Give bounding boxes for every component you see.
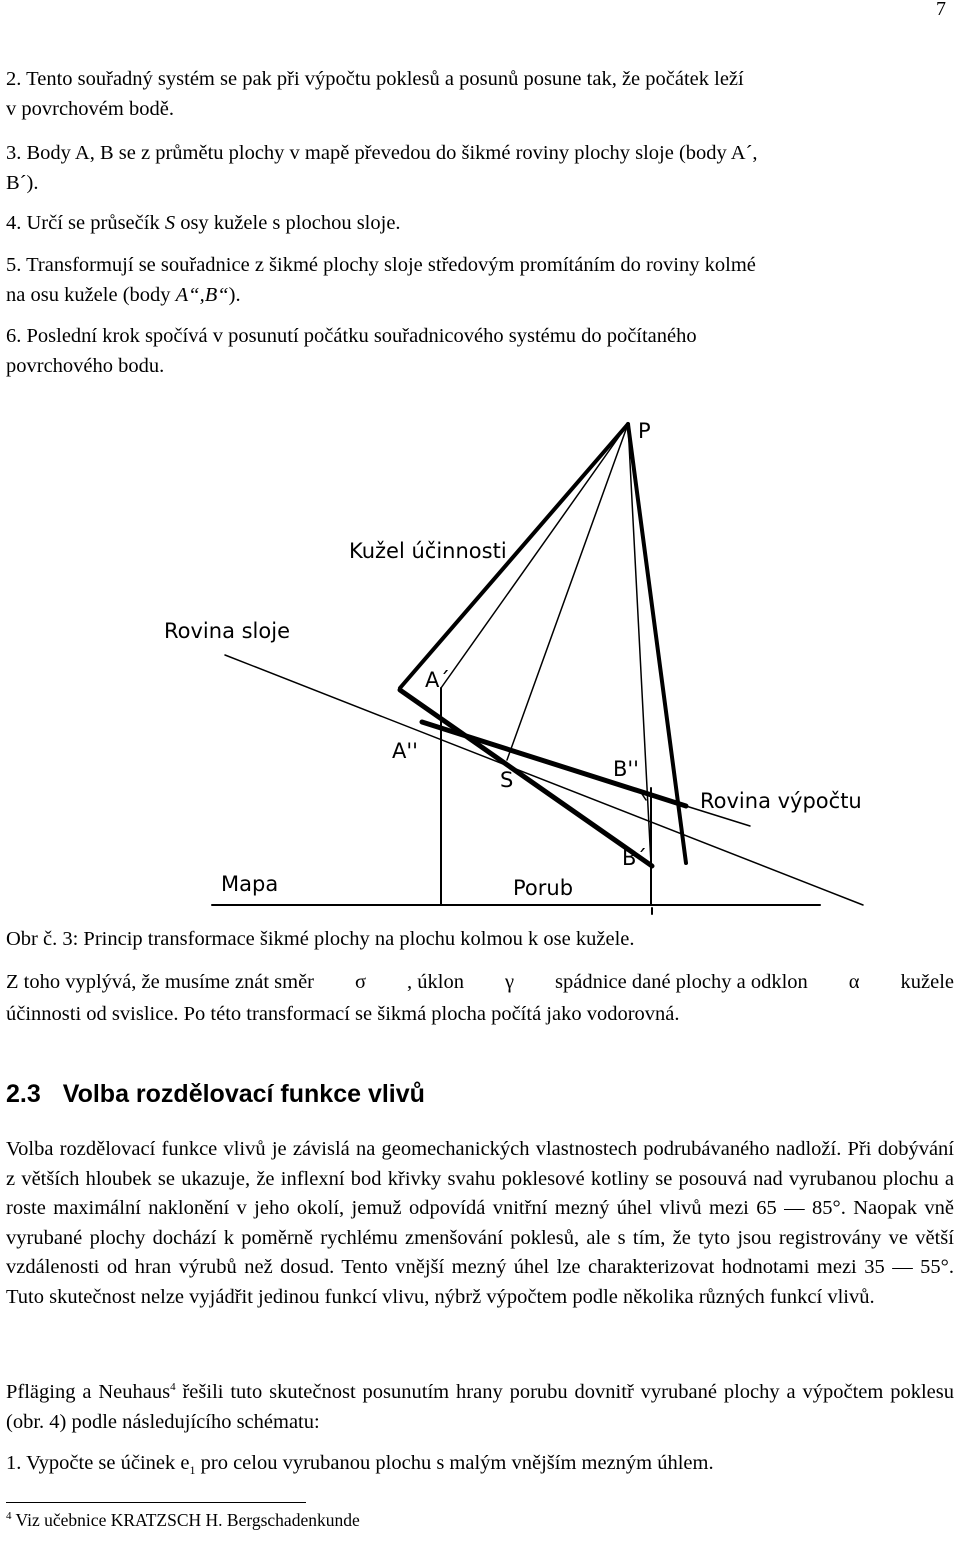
step-5-line-2	[6, 284, 954, 307]
label-S: S	[500, 768, 514, 792]
label-A2: A''	[392, 739, 418, 763]
step-5-line-1: 5. Transformují se souřadnice z šikmé plochy sloje středovým promítáním do roviny kolmé	[6, 254, 756, 276]
alpha-symbol: α	[848, 971, 860, 993]
para3-post: řešili tuto skutečnost posunutím hrany porubu dovnitř vyrubané plochy a výpočtem poklesu (obr. 4) podle následujícího schématu:	[6, 1381, 954, 1433]
page-number: 7	[936, 0, 946, 20]
para3-pre: Pfläging a Neuhaus	[6, 1381, 171, 1403]
step-4	[6, 212, 954, 235]
step-6-line-1: 6. Poslední krok spočívá v posunutí počátku souřadnicového systému do počítaného	[6, 325, 697, 347]
step-3-line-1: 3. Body A, B se z průmětu plochy v mapě převedou do šikmé roviny plochy sloje (body A´,	[6, 142, 758, 164]
seam-plane-line	[225, 655, 863, 905]
para1-line-1	[6, 971, 954, 994]
label-B1: B´	[622, 846, 647, 870]
item-1	[6, 1452, 954, 1478]
section-heading	[6, 1080, 425, 1109]
label-mapa: Mapa	[221, 872, 279, 896]
step-4-var: S	[164, 212, 176, 234]
label-A1: A´	[425, 668, 450, 692]
step-5-pre: na osu kužele (body	[6, 284, 176, 306]
label-porub: Porub	[513, 876, 574, 900]
item-1-post: pro celou vyrubanou plochu s malým vnějším mezným úhlem.	[195, 1452, 714, 1474]
step-5-post: ).	[228, 284, 241, 306]
para1-c: spádnice dané plochy a odklon	[555, 971, 808, 993]
label-B2: B''	[613, 757, 639, 781]
sigma-symbol: σ	[354, 971, 367, 993]
label-kuzel: Kužel účinnosti	[349, 539, 507, 563]
figure-caption: Obr č. 3: Princip transformace šikmé plochy na plochu kolmou k ose kužele.	[6, 928, 635, 950]
label-P: P	[638, 419, 651, 443]
item-1-sub: 1	[189, 1463, 196, 1478]
step-6-line-2: povrchového bodu.	[6, 355, 165, 377]
transformation-figure	[0, 400, 960, 920]
step-4-post: osy kužele s plochou sloje.	[175, 212, 401, 234]
item-1-pre: 1. Vypočte se účinek e	[6, 1452, 190, 1474]
footnote-rule	[6, 1502, 306, 1503]
section-title: Volba rozdělovací funkce vlivů	[62, 1080, 425, 1108]
gamma-symbol: γ	[504, 971, 515, 993]
footnote-text: Viz učebnice KRATZSCH H. Bergschadenkunde	[11, 1510, 360, 1530]
para3	[6, 1378, 954, 1437]
label-rovina-sloje: Rovina sloje	[164, 619, 290, 643]
para2: Volba rozdělovací funkce vlivů je závislá na geomechanických vlastnostech podrubávaného nadloží. Při dobývání z větších hloubek se ukazuje, že inflexní bod křivky svahu poklesové kotliny se posouvá nad vyrubanou plochu a roste maximální naklonění v jeho okolí, jemuž odpovídá vnitřní mezný úhel vlivů mezi 65 — 85°. Naopak vně vyrubané plochy dochází k poměrně rychlému zmenšování poklesů, ale s tím, že tyto jsou registrovány ve větší vzdálenosti od hran výrubů než dosud. Tento vnější mezný úhel lze charakterizovat hodnotami mezi 35 — 55°. Tuto skutečnost nelze vyjádřit jedinou funkcí vlivu, nýbrž výpočtem podle několika různých funkcí vlivů.	[6, 1138, 954, 1308]
cone-axis	[507, 424, 628, 760]
label-rovina-vypoctu: Rovina výpočtu	[700, 789, 862, 813]
para1-a: Z toho vyplývá, že musíme znát směr	[6, 971, 314, 993]
para1-line-2: účinnosti od svislice. Po této transformací se šikmá plocha počítá jako vodorovná.	[6, 1003, 680, 1025]
footnote	[6, 1510, 360, 1531]
section-number: 2.3	[6, 1080, 41, 1108]
step-4-pre: 4. Určí se průsečík	[6, 212, 165, 234]
para1-d: kužele	[900, 971, 954, 993]
footnote-number: 4	[6, 1510, 12, 1523]
ray-to-B1	[628, 424, 651, 864]
footnote-ref: 4	[170, 1381, 176, 1394]
step-2-line-1: 2. Tento souřadný systém se pak při výpočtu poklesů a posunů posune tak, že počátek leží	[6, 68, 744, 90]
para1-b: , úklon	[407, 971, 464, 993]
step-3-line-2: B´).	[6, 172, 39, 194]
step-2-line-2: v povrchovém bodě.	[6, 98, 174, 120]
step-5-var: A“,B“	[175, 284, 229, 306]
